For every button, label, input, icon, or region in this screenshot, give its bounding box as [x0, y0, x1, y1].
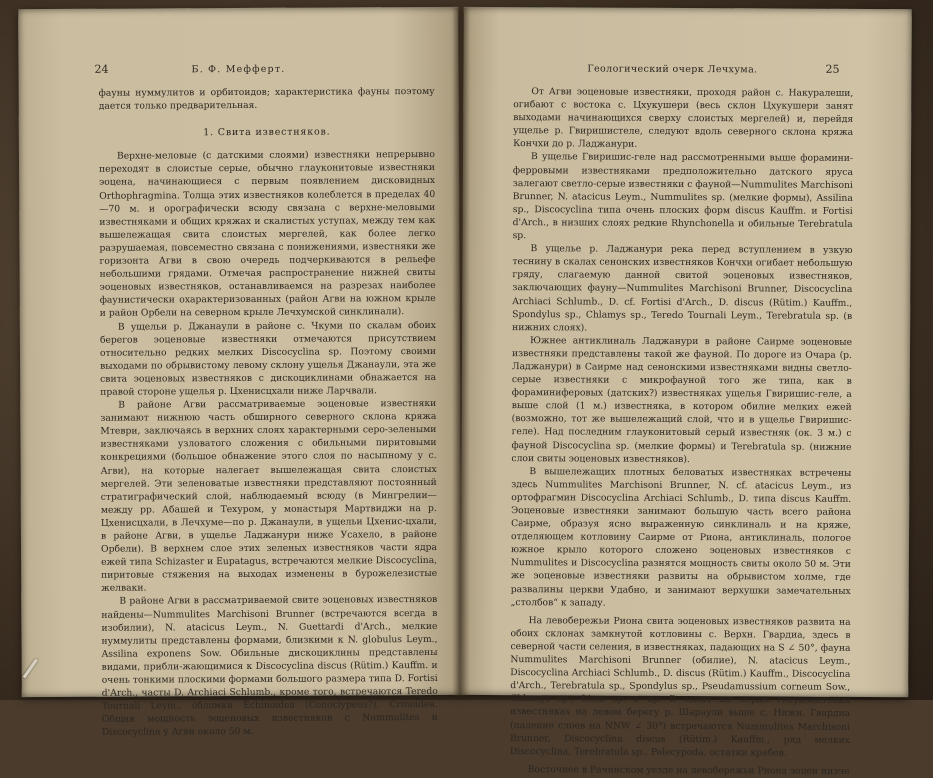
- right-page-body: [510, 85, 854, 778]
- right-page: [460, 7, 912, 777]
- paragraph-r4: Южнее антиклиналь Ладжанури в районе Саирме эоценовые известняки представлены такой же фауной. По дороге из Очара (р. Ладжанури) в Саирме над сенонскими известняками видны светло-серые известняки с микрофауной того же типа, как в фораминиферовых (датских?) известняках ущелья Гвиришис-геле, а выше слой (1 м.) известняка, в котором обилие мелких ежей (возможно, тот же вышележащий слой, что и в ущелье Гвиришис-геле). Над последним глауконитовый серый известняк (ок. 3 м.) с фауной Discocyclina sp. (мелкие формы) и Terebratula sp. (нижние слои свиты эоценовых известняков).: [511, 334, 853, 465]
- paragraph-r2: В ущелье Гвиришис-геле над рассмотренными выше форамини-ферровыми известняками предположительно датского яруса залегают светло-серые известняки с фауной—Nummulites Marchisoni Brunner, N. atacicus Leym., Nummulites sp. (мелкие формы), Assilina sp., Discocyclina типа очень плоских форм discus Kauffm. и Fortisi d'Arch., в низших слоях редкие Rhynchonella и обильные Terebratula sp.: [512, 151, 854, 242]
- paragraph-r3: В ущелье р. Ладжанури река перед вступлением в узкую теснину в скалах сенонских известняков Кончхи огибает небольшую гряду, слагаемую данной свитой эоценовых известняков, заключающих фауну—Nummulites Marchisoni Brunner, Discocyclina Archiaci Schlumb., D. cf. Fortisi d'Arch., D. discus (Rütim.) Kauffm., Spondylus sp., Chlamys sp., Teredo Tournali Leym., Terebratula sp. (в нижних слоях).: [512, 243, 853, 334]
- left-page-body: [99, 85, 438, 739]
- paragraph-r1: От Агви эоценовые известняки, проходя район с. Накуралеши, огибают с востока с. Цхукушери (весь склон Цхукушери занят выходами начинающихся сверху слоистых мергелей) и, перейдя ущелье р. Гвиришистеле, следуют вдоль северного склона кряжа Кончхи до р. Ладжанури.: [513, 86, 854, 151]
- left-page-header: [18, 63, 458, 81]
- paragraph-r7: Восточнее в Рачинском уезде на левобережьи Риона эоцен низче: [527, 763, 850, 777]
- paragraph-intro: фауны нуммулитов и орбитоидов; характеристика фауны поэтому дается только предварительная.: [98, 85, 435, 112]
- paragraph-r6: На левобережьи Риона свита эоценовых известняков развита на обоих склонах замкнутой котловины с. Верхн. Гвардиа, здесь в северной части селения, в известняках, падающих на S ∠ 50°, фауна Nummulites Marchisoni Brunner (обилие), N. atacicus Leym., Discocyclina Archiaci Schlumb., D. discus (Rütim.) Kauffm., Discocyclina d'Arch., Terebratula sp., Spondylus sp., Pseudamussium corneum Sow., Chlamys sp., Lima sp. и др. В таких же серых глауконитовых известняках на левом берегу р. Шараули выше с. Нижн. Гвардиа (падение слоев на NNW ∠ 30°) встречаются Nummulites Marchisoni Brunner, Discocyclina discus (Rütim.) Kauffm., ряд мелких Discocyclina, Terebratula sp., Pelecypoda, остатки крабов.: [509, 614, 851, 759]
- paragraph-2: В ущельи р. Джанаули в районе с. Чкуми по скалам обоих берегов эоценовые известняки отмечаются присутствием относительно редких мелких Discocyclina sp. Поэтому своими выходами по обрывистому левому склону ущелья Джанаули, эта же свита эоценовых известняков с дискоциклинами обнажается на правой стороне ущелья р. Цхенисцхали ниже Ларчвали.: [99, 319, 437, 398]
- paragraph-r5: В вышележащих плотных беловатых известняках встречены здесь Nummulites Marchisoni Brunner, N. cf. atacicus Leym., из ортофрагмин Discocyclina Archiaci Schlumb., D. типа discus Kauffm. Эоценовые известняки занимают большую часть всего района Саирме, образуя ясно выраженную синклиналь и на кряже, отделяющем котловину Саирме от Риона, антиклиналь, пологое южное крыло которого сложено эоценовых известняков с Nummulites и Discocyclina разнятся мощность свиты около 50 м. Эти же эоценовые известняки развиты на обрывистом холме, где развалины церкви Удабно, и занимают верхушки замечательных „столбов“ к западу.: [510, 465, 852, 609]
- right-page-number: 25: [825, 62, 840, 76]
- right-running-head: Геологический очерк Лечхума.: [587, 63, 758, 76]
- left-running-head: Б. Ф. Мефферт.: [191, 63, 286, 76]
- paragraph-4: В районе Агви в рассматриваемой свите эоценовых известняков найдены—Nummulites Marchisoni Brunner (встречаются всегда в изобилии), N. atacicus Leym., N. Guettardi d'Arch., мелкие нуммулиты представлены формами, близкими к N. globulus Leym., Assilina exponens Sow. Обильные дискоциклины представлены видами, прибли-жающимися к Discocyclina discus (Rütim.) Kauffm. и очень тонкими плоскими формами большого размера типа D. Fortisi d'Arch., часты D. Archiaci Schlumb., кроме того, встречаются Teredo Tournali Leym., обломки Echinoidea (Conoclypeus?), Crinoidea. Общая мощность эоценовых известняков с Nummulites и Discocyclina у Агви около 50 м.: [101, 594, 438, 739]
- left-page-number: 24: [94, 62, 109, 76]
- left-page: [18, 7, 462, 739]
- paragraph-3: В районе Агви рассматриваемые эоценовые известняки занимают нижнюю часть обширного северного склона кряжа Мтеври, заключаясь в верхних слоях характерными серо-зелеными известняками узловатого сложения с обильными пиритовыми конкрециями (большое обнажение этого слоя по насыпному у с. Агви), на которые налегает вышележащая свита слоистых мергелей. Эти зеленоватые известняки представляют постоянный стратиграфический слой, наблюдаемый всюду (в Мингрелии—между рр. Абашей и Техуром, у монастыря Мартвиджи на р. Цхенисцхали, в Лечхуме—по р. Джанаули, в ущельи Цхенис-цхали, в районе Агви, в ущелье Ладжанури ниже Усахело, в районе Орбели). В верхнем слое этих зеленых известняков части ядра ежей типа Schizaster и Eupatagus, встречаются мелкие Discocyclina, пиритовые стяжения на выходах изменены в бурожелезистые желваки.: [100, 398, 438, 595]
- section-title: 1. Свита известняков.: [203, 126, 331, 139]
- right-page-header: [463, 63, 911, 81]
- book-gutter: [452, 8, 470, 696]
- paragraph-1: Верхне-меловые (с датскими слоями) известняки непрерывно переходят в слоистые серые, обычно глауконитовые известняки эоцена, начинающиеся с первым появлением дисковидных Orthophragmina. Толща этих известняков колеблется в пределах 40—70 м. и орографически всюду связана с верхне-меловыми известняками и общих кряжах и скалистых уступах, между тем как вышележащая свита слоистых мергелей, как более легко разрушаемая, повсеместно связана с понижениями, известняки же горизонта Агви в свою очередь подчеркиваются в рельефе небольшими грядами. Отмечая распространение нижней свиты эоценовых известняков, останавливаемся на разрезах наиболее фаунистически охарактеризованных (район Агви на южном крыле и район Орбели на северном крыле Лечхумской синклинали).: [99, 149, 436, 320]
